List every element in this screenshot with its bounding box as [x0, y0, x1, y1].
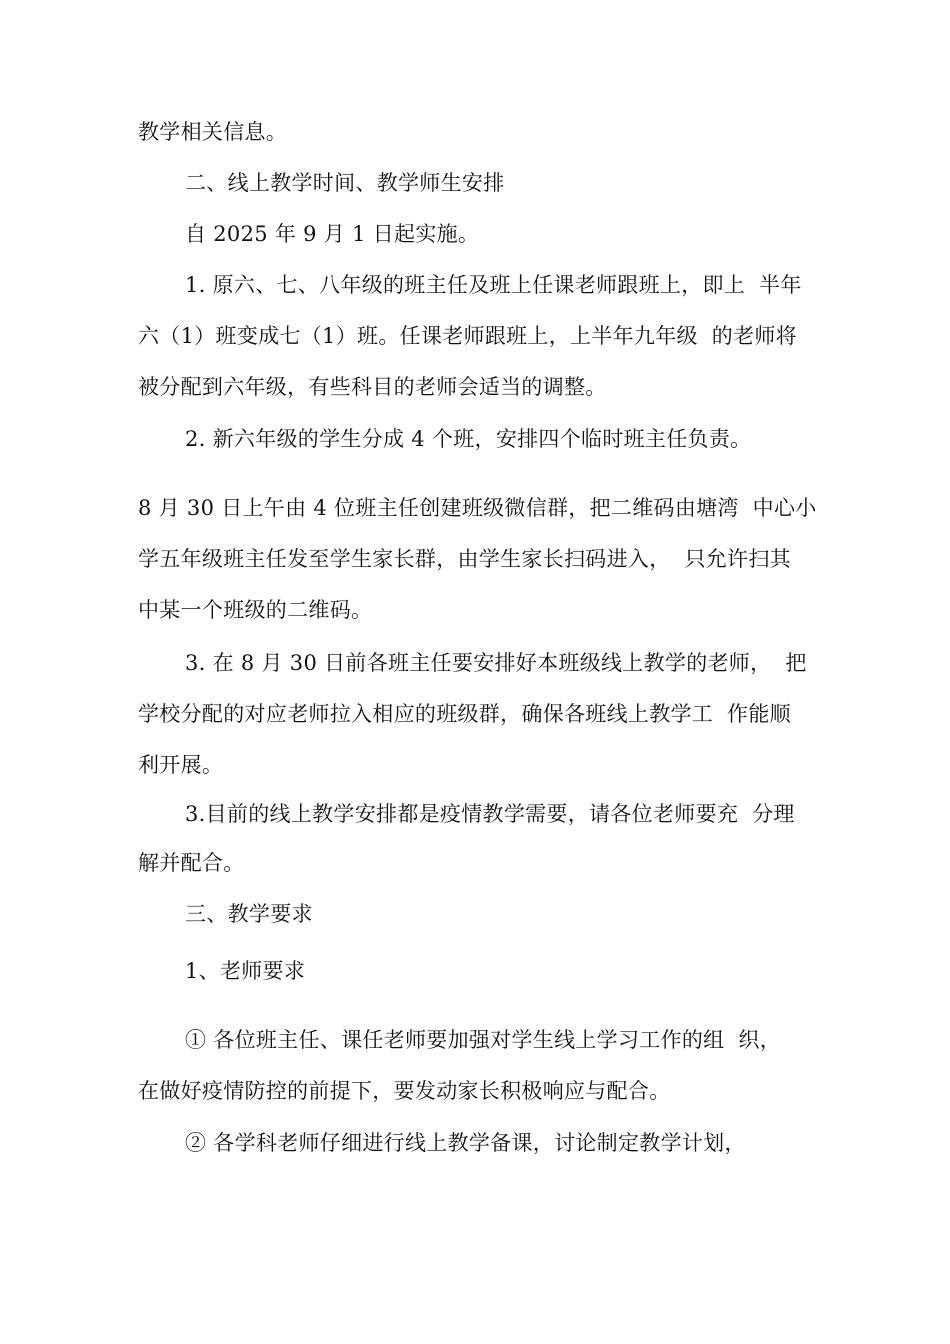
text-line: 3. 在 8 月 30 日前各班主任要安排好本班级线上教学的老师， 把 [185, 651, 807, 675]
text-line: 学校分配的对应老师拉入相应的班级群，确保各班线上教学工 作能顺 [138, 702, 791, 726]
text-line: 被分配到六年级，有些科目的老师会适当的调整。 [138, 375, 607, 399]
text-line: 3.目前的线上教学安排都是疫情教学需要，请各位老师要充 分理 [185, 802, 795, 826]
text-line: 中某一个班级的二维码。 [138, 598, 373, 622]
text-line: 8 月 30 日上午由 4 位班主任创建班级微信群，把二维码由塘湾 中心小 [138, 496, 817, 520]
text-line: 六（1）班变成七（1）班。任课老师跟班上，上半年九年级 的老师将 [138, 324, 797, 348]
text-line: 自 2025 年 9 月 1 日起实施。 [185, 222, 480, 246]
text-line: 利开展。 [138, 753, 224, 777]
text-line: 在做好疫情防控的前提下，要发动家长积极响应与配合。 [138, 1079, 671, 1103]
text-line: ② 各学科老师仔细进行线上教学备课，讨论制定教学计划， [185, 1131, 746, 1155]
text-line: ① 各位班主任、课任老师要加强对学生线上学习工作的组 织， [185, 1028, 782, 1052]
text-line: 解并配合。 [138, 851, 245, 875]
text-line: 1. 原六、七、八年级的班主任及班上任课老师跟班上，即上 半年 [185, 273, 802, 297]
section-heading: 二、线上教学时间、教学师生安排 [185, 171, 505, 195]
text-line: 教学相关信息。 [138, 120, 288, 144]
text-line: 学五年级班主任发至学生家长群，由学生家长扫码进入， 只允许扫其 [138, 547, 791, 571]
section-heading: 三、教学要求 [185, 902, 313, 926]
text-line: 2. 新六年级的学生分成 4 个班，安排四个临时班主任负责。 [185, 427, 752, 451]
subsection-heading: 1、老师要求 [185, 959, 306, 983]
